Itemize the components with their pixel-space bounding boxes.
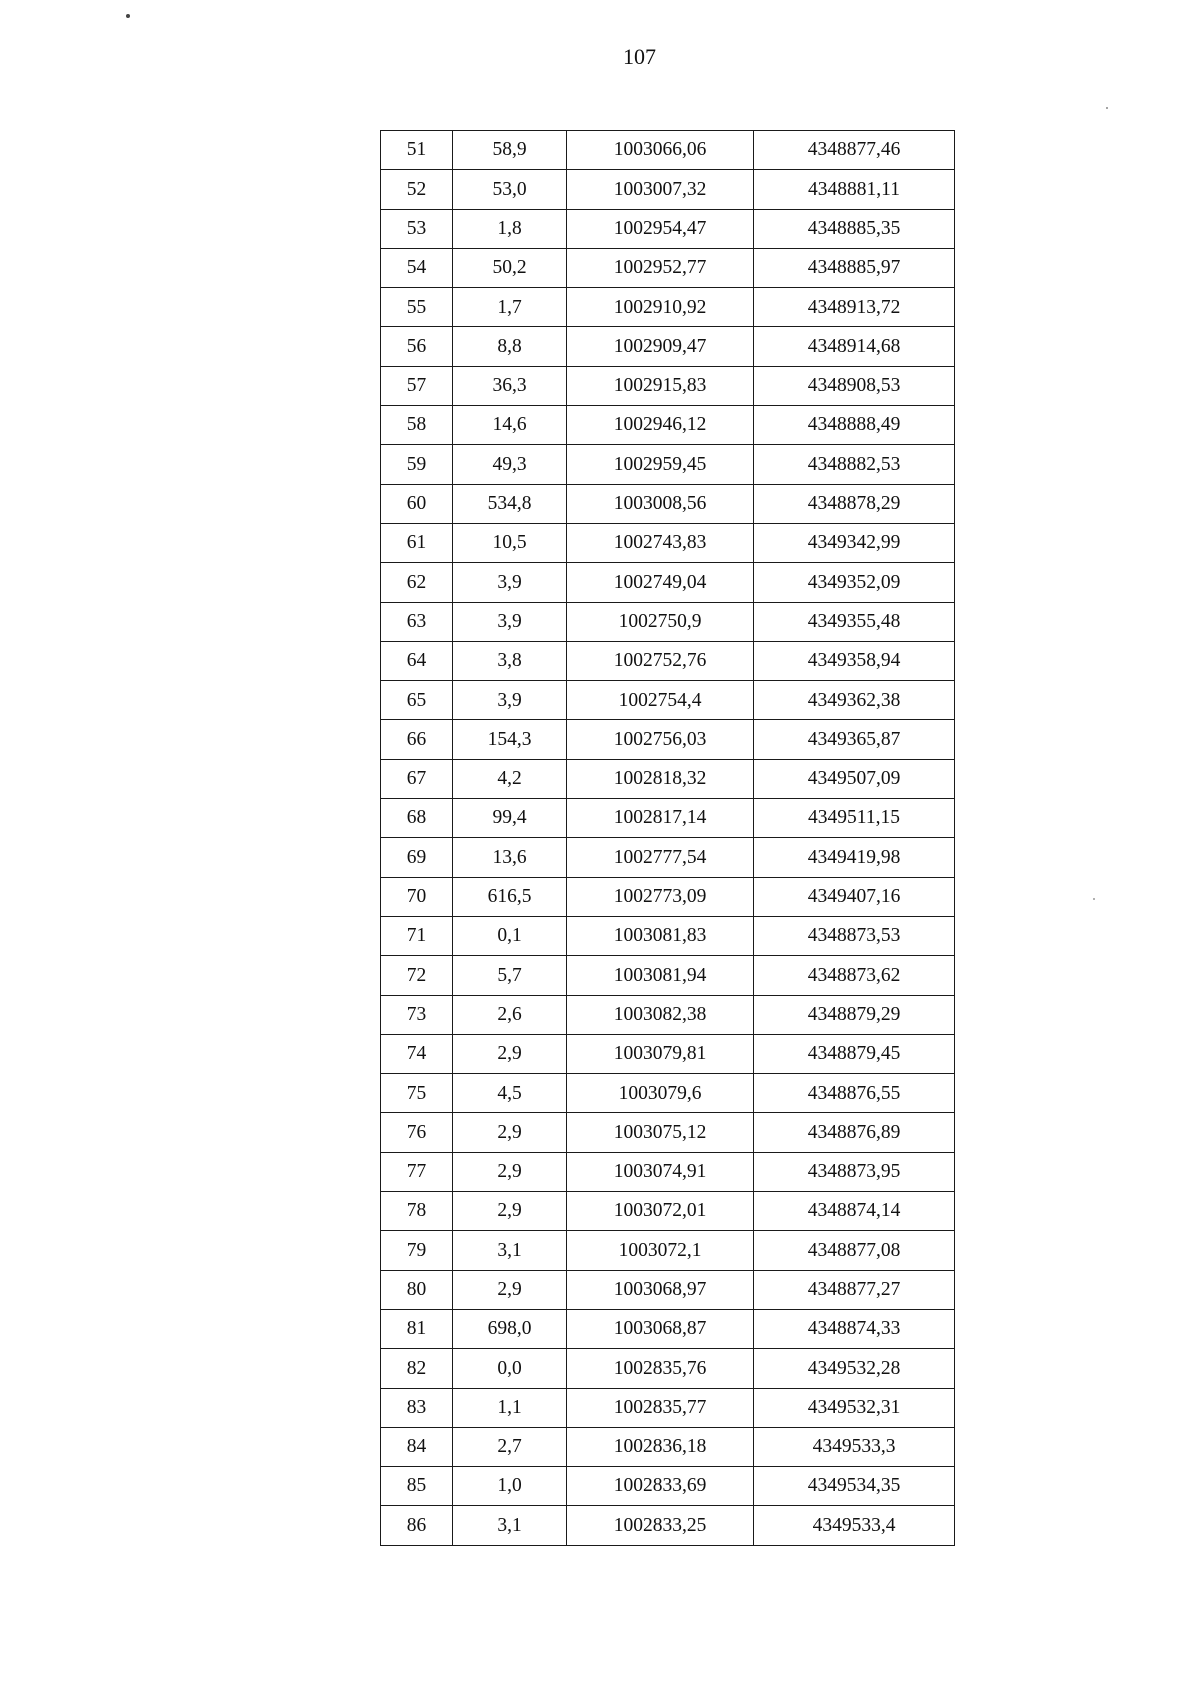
distance-cell: 99,4 <box>453 799 567 838</box>
distance-cell: 2,9 <box>453 1152 567 1191</box>
distance-cell: 4,5 <box>453 1074 567 1113</box>
point-number-cell: 55 <box>381 288 453 327</box>
distance-cell: 1,0 <box>453 1467 567 1506</box>
table-row <box>381 288 955 327</box>
distance-cell: 2,9 <box>453 1034 567 1073</box>
coordinates-table <box>380 130 955 1546</box>
coordinate-y-cell: 4348879,45 <box>754 1034 955 1073</box>
scan-speck <box>126 14 130 18</box>
coordinate-y-cell: 4348877,27 <box>754 1270 955 1309</box>
point-number-cell: 57 <box>381 366 453 405</box>
distance-cell: 2,9 <box>453 1192 567 1231</box>
coordinate-x-cell: 1002752,76 <box>567 641 754 680</box>
point-number-cell: 82 <box>381 1349 453 1388</box>
coordinate-y-cell: 4349511,15 <box>754 799 955 838</box>
table-row <box>381 1388 955 1427</box>
coordinate-x-cell: 1002743,83 <box>567 523 754 562</box>
point-number-cell: 86 <box>381 1506 453 1545</box>
table-row <box>381 1467 955 1506</box>
point-number-cell: 72 <box>381 956 453 995</box>
table-row <box>381 1427 955 1466</box>
distance-cell: 3,9 <box>453 602 567 641</box>
distance-cell: 50,2 <box>453 248 567 287</box>
table-row <box>381 995 955 1034</box>
page-number: 107 <box>623 44 656 69</box>
coordinate-x-cell: 1002915,83 <box>567 366 754 405</box>
coordinates-table-body <box>381 131 955 1546</box>
coordinate-x-cell: 1002835,76 <box>567 1349 754 1388</box>
table-row <box>381 563 955 602</box>
distance-cell: 49,3 <box>453 445 567 484</box>
point-number-cell: 73 <box>381 995 453 1034</box>
point-number-cell: 83 <box>381 1388 453 1427</box>
coordinate-y-cell: 4349352,09 <box>754 563 955 602</box>
coordinate-x-cell: 1003072,1 <box>567 1231 754 1270</box>
table-row <box>381 445 955 484</box>
distance-cell: 3,8 <box>453 641 567 680</box>
coordinate-x-cell: 1003068,87 <box>567 1309 754 1348</box>
coordinate-x-cell: 1003082,38 <box>567 995 754 1034</box>
coordinate-x-cell: 1003068,97 <box>567 1270 754 1309</box>
point-number-cell: 78 <box>381 1192 453 1231</box>
distance-cell: 8,8 <box>453 327 567 366</box>
coordinate-y-cell: 4348874,33 <box>754 1309 955 1348</box>
table-row <box>381 799 955 838</box>
coordinate-y-cell: 4349358,94 <box>754 641 955 680</box>
point-number-cell: 80 <box>381 1270 453 1309</box>
coordinate-x-cell: 1003066,06 <box>567 131 754 170</box>
coordinate-x-cell: 1003074,91 <box>567 1152 754 1191</box>
distance-cell: 0,0 <box>453 1349 567 1388</box>
point-number-cell: 61 <box>381 523 453 562</box>
table-row <box>381 1113 955 1152</box>
point-number-cell: 68 <box>381 799 453 838</box>
point-number-cell: 84 <box>381 1427 453 1466</box>
coordinate-y-cell: 4348879,29 <box>754 995 955 1034</box>
coordinate-x-cell: 1002756,03 <box>567 720 754 759</box>
distance-cell: 0,1 <box>453 916 567 955</box>
distance-cell: 1,8 <box>453 209 567 248</box>
coordinate-y-cell: 4348874,14 <box>754 1192 955 1231</box>
table-row <box>381 406 955 445</box>
coordinate-x-cell: 1003008,56 <box>567 484 754 523</box>
table-row <box>381 956 955 995</box>
table-row <box>381 877 955 916</box>
point-number-cell: 64 <box>381 641 453 680</box>
point-number-cell: 71 <box>381 916 453 955</box>
point-number-cell: 60 <box>381 484 453 523</box>
coordinate-x-cell: 1002817,14 <box>567 799 754 838</box>
coordinate-x-cell: 1002910,92 <box>567 288 754 327</box>
table-row <box>381 1152 955 1191</box>
table-row <box>381 170 955 209</box>
coordinate-x-cell: 1003007,32 <box>567 170 754 209</box>
distance-cell: 154,3 <box>453 720 567 759</box>
distance-cell: 2,6 <box>453 995 567 1034</box>
point-number-cell: 62 <box>381 563 453 602</box>
table-row <box>381 641 955 680</box>
point-number-cell: 79 <box>381 1231 453 1270</box>
distance-cell: 2,9 <box>453 1270 567 1309</box>
distance-cell: 3,9 <box>453 681 567 720</box>
point-number-cell: 76 <box>381 1113 453 1152</box>
coordinate-y-cell: 4349365,87 <box>754 720 955 759</box>
distance-cell: 2,9 <box>453 1113 567 1152</box>
distance-cell: 616,5 <box>453 877 567 916</box>
table-row <box>381 1192 955 1231</box>
coordinate-x-cell: 1002946,12 <box>567 406 754 445</box>
point-number-cell: 74 <box>381 1034 453 1073</box>
table-row <box>381 131 955 170</box>
coordinate-x-cell: 1003072,01 <box>567 1192 754 1231</box>
table-row <box>381 1270 955 1309</box>
coordinate-y-cell: 4348877,46 <box>754 131 955 170</box>
distance-cell: 3,1 <box>453 1506 567 1545</box>
table-row <box>381 1074 955 1113</box>
distance-cell: 534,8 <box>453 484 567 523</box>
coordinate-x-cell: 1002777,54 <box>567 838 754 877</box>
distance-cell: 58,9 <box>453 131 567 170</box>
point-number-cell: 69 <box>381 838 453 877</box>
distance-cell: 3,1 <box>453 1231 567 1270</box>
coordinate-y-cell: 4349407,16 <box>754 877 955 916</box>
point-number-cell: 75 <box>381 1074 453 1113</box>
coordinate-x-cell: 1002818,32 <box>567 759 754 798</box>
table-row <box>381 1506 955 1545</box>
table-row <box>381 1309 955 1348</box>
table-row <box>381 209 955 248</box>
coordinate-y-cell: 4348877,08 <box>754 1231 955 1270</box>
coordinate-y-cell: 4348873,62 <box>754 956 955 995</box>
point-number-cell: 59 <box>381 445 453 484</box>
coordinate-x-cell: 1003081,94 <box>567 956 754 995</box>
point-number-cell: 81 <box>381 1309 453 1348</box>
table-row <box>381 523 955 562</box>
coordinate-x-cell: 1002836,18 <box>567 1427 754 1466</box>
distance-cell: 3,9 <box>453 563 567 602</box>
table-row <box>381 1349 955 1388</box>
table-row <box>381 1034 955 1073</box>
point-number-cell: 70 <box>381 877 453 916</box>
coordinate-x-cell: 1002773,09 <box>567 877 754 916</box>
table-row <box>381 759 955 798</box>
coordinate-y-cell: 4348914,68 <box>754 327 955 366</box>
point-number-cell: 63 <box>381 602 453 641</box>
coordinate-y-cell: 4349532,31 <box>754 1388 955 1427</box>
coordinate-y-cell: 4349355,48 <box>754 602 955 641</box>
coordinate-y-cell: 4349342,99 <box>754 523 955 562</box>
point-number-cell: 53 <box>381 209 453 248</box>
table-row <box>381 681 955 720</box>
coordinate-x-cell: 1003075,12 <box>567 1113 754 1152</box>
point-number-cell: 66 <box>381 720 453 759</box>
distance-cell: 1,7 <box>453 288 567 327</box>
coordinate-y-cell: 4348908,53 <box>754 366 955 405</box>
distance-cell: 5,7 <box>453 956 567 995</box>
coordinate-x-cell: 1002833,69 <box>567 1467 754 1506</box>
coordinate-x-cell: 1002954,47 <box>567 209 754 248</box>
distance-cell: 698,0 <box>453 1309 567 1348</box>
distance-cell: 2,7 <box>453 1427 567 1466</box>
coordinate-y-cell: 4349533,4 <box>754 1506 955 1545</box>
coordinate-x-cell: 1002909,47 <box>567 327 754 366</box>
coordinate-y-cell: 4348885,97 <box>754 248 955 287</box>
coordinate-y-cell: 4348885,35 <box>754 209 955 248</box>
table-row <box>381 720 955 759</box>
point-number-cell: 85 <box>381 1467 453 1506</box>
table-row <box>381 916 955 955</box>
coordinate-y-cell: 4349419,98 <box>754 838 955 877</box>
table-row <box>381 327 955 366</box>
coordinate-y-cell: 4349362,38 <box>754 681 955 720</box>
distance-cell: 10,5 <box>453 523 567 562</box>
coordinate-x-cell: 1002750,9 <box>567 602 754 641</box>
coordinate-x-cell: 1003081,83 <box>567 916 754 955</box>
coordinate-x-cell: 1003079,81 <box>567 1034 754 1073</box>
table-row <box>381 838 955 877</box>
coordinate-y-cell: 4348873,95 <box>754 1152 955 1191</box>
distance-cell: 4,2 <box>453 759 567 798</box>
coordinate-y-cell: 4348876,55 <box>754 1074 955 1113</box>
coordinate-y-cell: 4348888,49 <box>754 406 955 445</box>
distance-cell: 36,3 <box>453 366 567 405</box>
coordinate-y-cell: 4349532,28 <box>754 1349 955 1388</box>
coordinate-y-cell: 4349507,09 <box>754 759 955 798</box>
distance-cell: 13,6 <box>453 838 567 877</box>
coordinate-y-cell: 4348876,89 <box>754 1113 955 1152</box>
distance-cell: 1,1 <box>453 1388 567 1427</box>
coordinate-y-cell: 4348913,72 <box>754 288 955 327</box>
coordinate-x-cell: 1003079,6 <box>567 1074 754 1113</box>
table-row <box>381 366 955 405</box>
scan-speck <box>1093 898 1095 900</box>
point-number-cell: 65 <box>381 681 453 720</box>
table-row <box>381 602 955 641</box>
coordinate-x-cell: 1002835,77 <box>567 1388 754 1427</box>
point-number-cell: 54 <box>381 248 453 287</box>
coordinate-x-cell: 1002749,04 <box>567 563 754 602</box>
point-number-cell: 67 <box>381 759 453 798</box>
table-row <box>381 484 955 523</box>
coordinate-y-cell: 4348873,53 <box>754 916 955 955</box>
point-number-cell: 77 <box>381 1152 453 1191</box>
coordinate-x-cell: 1002833,25 <box>567 1506 754 1545</box>
coordinate-x-cell: 1002959,45 <box>567 445 754 484</box>
coordinate-x-cell: 1002952,77 <box>567 248 754 287</box>
coordinate-y-cell: 4348881,11 <box>754 170 955 209</box>
coordinate-y-cell: 4348878,29 <box>754 484 955 523</box>
distance-cell: 14,6 <box>453 406 567 445</box>
distance-cell: 53,0 <box>453 170 567 209</box>
coordinate-y-cell: 4349534,35 <box>754 1467 955 1506</box>
point-number-cell: 56 <box>381 327 453 366</box>
coordinate-x-cell: 1002754,4 <box>567 681 754 720</box>
table-row <box>381 1231 955 1270</box>
scan-speck <box>1106 107 1108 109</box>
coordinate-y-cell: 4349533,3 <box>754 1427 955 1466</box>
table-row <box>381 248 955 287</box>
point-number-cell: 51 <box>381 131 453 170</box>
point-number-cell: 58 <box>381 406 453 445</box>
coordinate-y-cell: 4348882,53 <box>754 445 955 484</box>
point-number-cell: 52 <box>381 170 453 209</box>
